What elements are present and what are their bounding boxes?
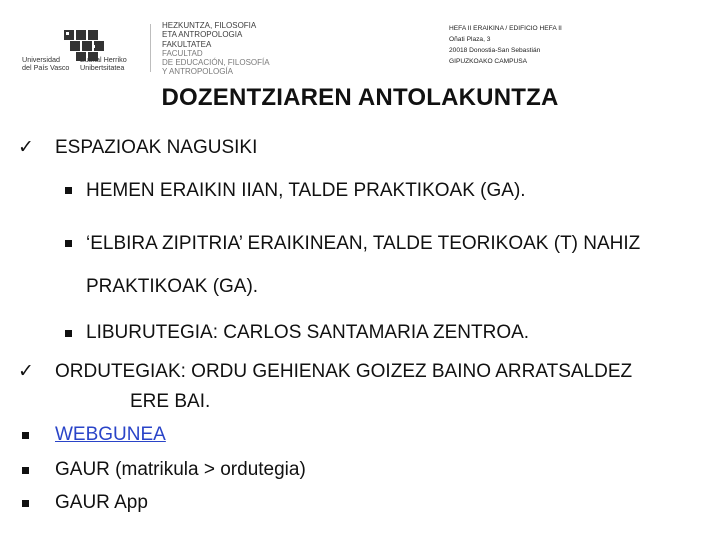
checkmark-icon: ✓ bbox=[18, 137, 34, 158]
faculty-line: ETA ANTROPOLOGIA bbox=[162, 30, 243, 40]
square-bullet-icon bbox=[65, 187, 72, 194]
bullet-text-schedules: ORDUTEGIAK: ORDU GEHIENAK GOIZEZ BAINO ARRATSALDEZ bbox=[55, 361, 633, 382]
logo-text-line: Euskal Herriko bbox=[80, 55, 127, 64]
sub-bullet-text: ‘ELBIRA ZIPITRIA’ ERAIKINEAN, TALDE TEORIKOAK (T) NAHIZ bbox=[86, 233, 641, 254]
address-block bbox=[449, 23, 562, 67]
bullet-text-gaur-enrollment: GAUR (matrikula > ordutegia) bbox=[55, 459, 306, 480]
faculty-line: FAKULTATEA bbox=[162, 39, 212, 49]
faculty-line: DE EDUCACIÓN, FILOSOFÍA bbox=[162, 58, 270, 68]
address-line: 20018 Donostia-San Sebastián bbox=[449, 47, 541, 54]
sub-bullet-text-continued: PRAKTIKOAK (GA). bbox=[86, 276, 259, 297]
faculty-line: Y ANTROPOLOGÍA bbox=[162, 67, 233, 77]
faculty-line: HEZKUNTZA, FILOSOFIA bbox=[162, 21, 257, 30]
checkmark-icon: ✓ bbox=[18, 361, 34, 382]
square-bullet-icon bbox=[65, 240, 72, 247]
faculty-name bbox=[162, 21, 270, 77]
logo-text-line: Universidad bbox=[22, 55, 60, 64]
address-line: HEFA II ERAIKINA / EDIFICIO HEFA II bbox=[449, 25, 562, 32]
square-bullet-icon bbox=[22, 500, 29, 507]
logo-text-line: del País Vasco bbox=[22, 63, 70, 72]
header-divider bbox=[150, 24, 151, 72]
university-logo bbox=[22, 20, 140, 74]
logo-text-line: Unibertsitatea bbox=[80, 63, 125, 72]
bullet-text-gaur-app: GAUR App bbox=[55, 492, 148, 513]
square-bullet-icon bbox=[65, 330, 72, 337]
bullet-text-schedules-continued: ERE BAI. bbox=[130, 391, 211, 412]
page-title: DOZENTZIAREN ANTOLAKUNTZA bbox=[161, 84, 559, 111]
faculty-line: FACULTAD bbox=[162, 48, 203, 58]
address-line: Oñati Plaza, 3 bbox=[449, 36, 491, 43]
square-bullet-icon bbox=[22, 467, 29, 474]
website-link[interactable]: WEBGUNEA bbox=[55, 424, 166, 445]
square-bullet-icon bbox=[22, 432, 29, 439]
address-line: GIPUZKOAKO CAMPUSA bbox=[449, 58, 528, 65]
sub-bullet-text: HEMEN ERAIKIN IIAN, TALDE PRAKTIKOAK (GA). bbox=[86, 180, 526, 201]
bullet-text-spaces: ESPAZIOAK NAGUSIKI bbox=[55, 137, 258, 158]
sub-bullet-text: LIBURUTEGIA: CARLOS SANTAMARIA ZENTROA. bbox=[86, 322, 530, 343]
